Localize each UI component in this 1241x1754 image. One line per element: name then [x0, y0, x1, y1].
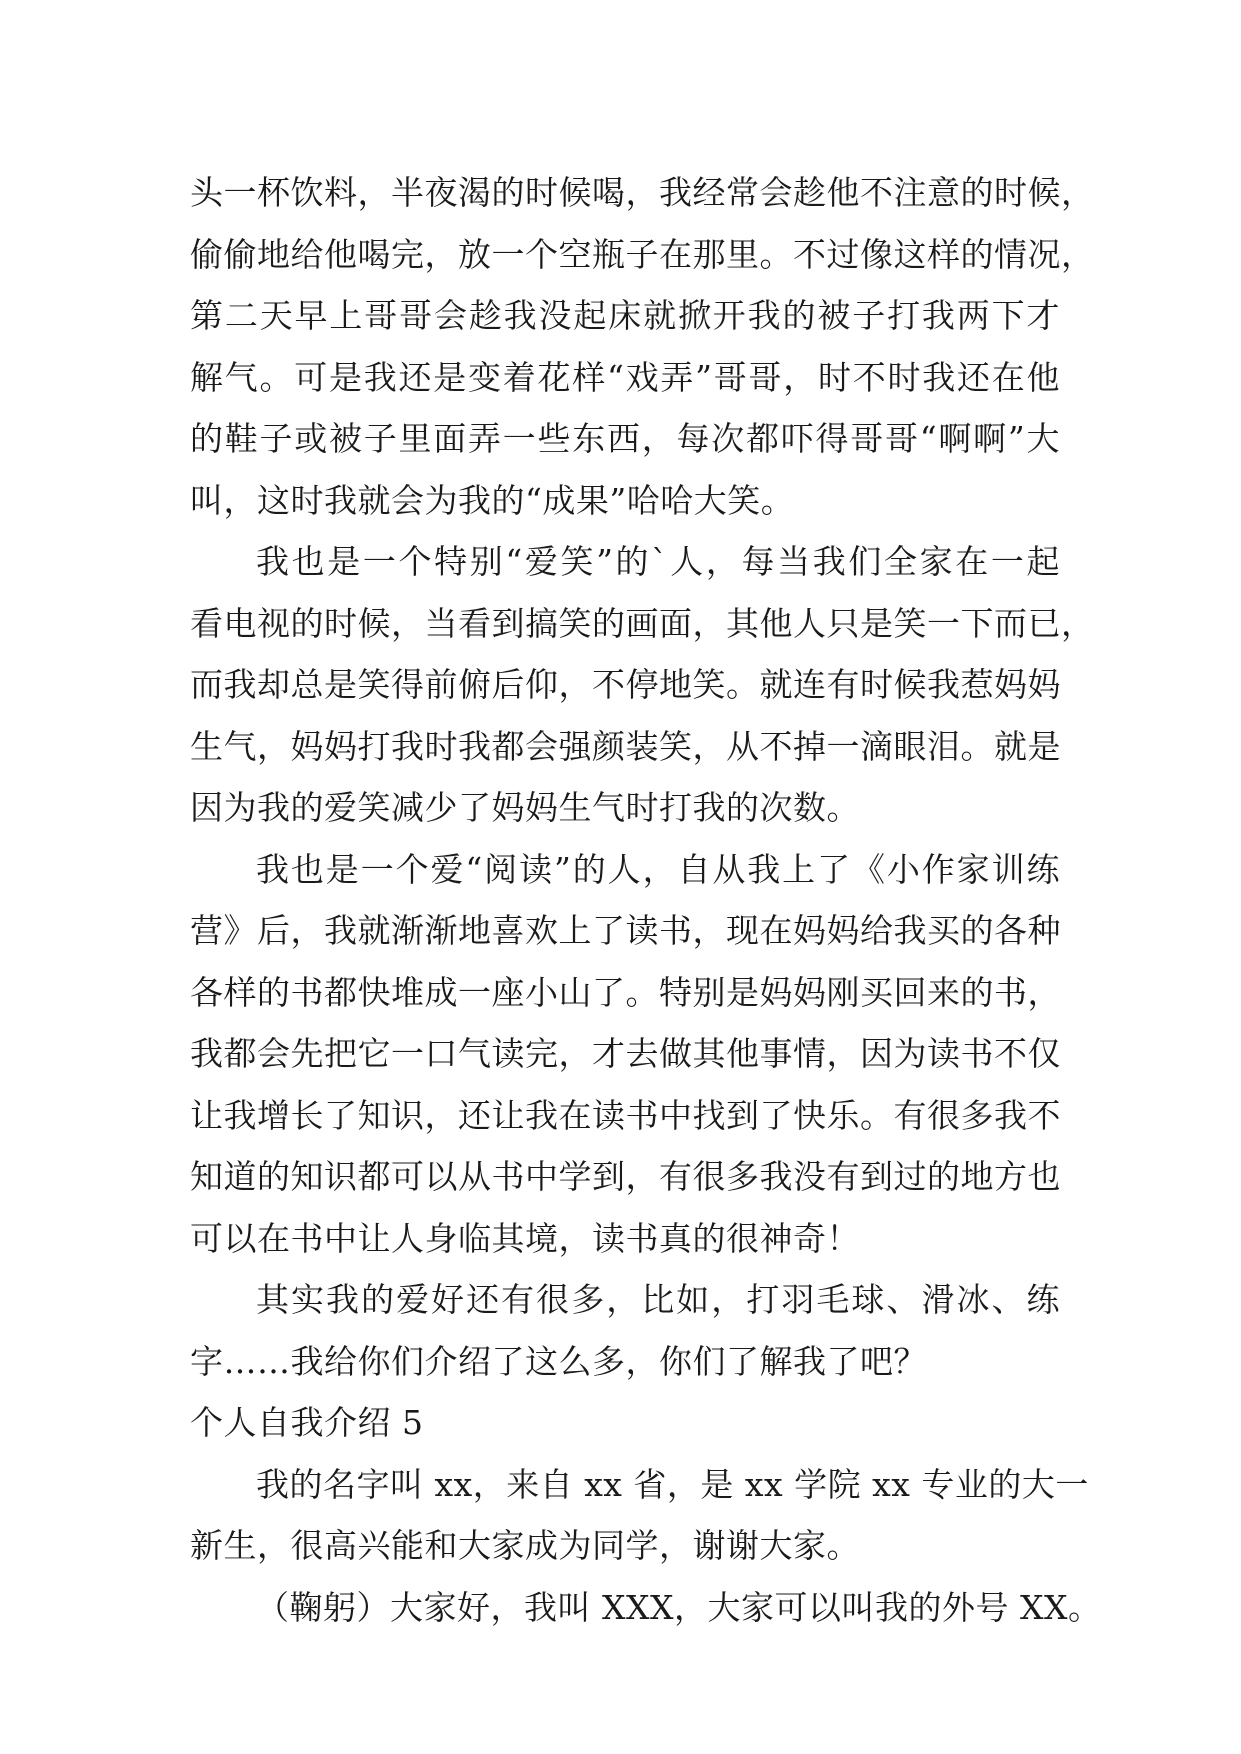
text-line: 我也是一个特别“爱笑”的`人，每当我们全家在一起 [256, 542, 1060, 581]
text-line: 新生，很高兴能和大家成为同学，谢谢大家。 [190, 1526, 860, 1565]
text-line: 因为我的爱笑减少了妈妈生气时打我的次数。 [190, 788, 860, 827]
text-line: 叫，这时我就会为我的“成果”哈哈大笑。 [190, 480, 795, 520]
text-line: 偷偷地给他喝完，放一个空瓶子在那里。不过像这样的情况， [190, 234, 1095, 274]
text-line: 而我却总是笑得前俯后仰，不停地笑。就连有时候我惹妈妈 [190, 665, 1061, 704]
text-line: 我也是一个爱“阅读”的人，自从我上了《小作家训练 [256, 849, 1060, 889]
text-line: （鞠躬）大家好，我叫 XXX，大家可以叫我的外号 XX。 [256, 1587, 1102, 1627]
text-line: 生气，妈妈打我时我都会强颜装笑，从不掉一滴眼泪。就是 [190, 726, 1061, 766]
text-line: 知道的知识都可以从书中学到，有很多我没有到过的地方也 [190, 1157, 1061, 1196]
text-line: 其实我的爱好还有很多，比如，打羽毛球、滑冰、练 [256, 1280, 1060, 1319]
text-line: 的鞋子或被子里面弄一些东西，每次都吓得哥哥“啊啊”大 [190, 419, 1060, 458]
text-line: 字……我给你们介绍了这么多，你们了解我了吧？ [190, 1341, 927, 1381]
text-line: 第二天早上哥哥会趁我没起床就掀开我的被子打我两下才 [190, 296, 1060, 335]
section-heading: 个人自我介绍 5 [190, 1403, 424, 1442]
text-line: 看电视的时候，当看到搞笑的画面，其他人只是笑一下而已， [190, 603, 1095, 643]
text-line: 头一杯饮料，半夜渴的时候喝，我经常会趁他不注意的时候， [190, 173, 1095, 212]
text-line: 解气。可是我还是变着花样“戏弄”哥哥，时不时我还在他 [190, 357, 1060, 397]
text-line: 可以在书中让人身临其境，读书真的很神奇！ [190, 1218, 860, 1258]
text-line: 我都会先把它一口气读完，才去做其他事情，因为读书不仅 [190, 1034, 1061, 1073]
text-line: 让我增长了知识，还让我在读书中找到了快乐。有很多我不 [190, 1095, 1061, 1135]
text-line: 各样的书都快堆成一座小山了。特别是妈妈刚买回来的书， [190, 972, 1061, 1012]
text-line: 我的名字叫 xx，来自 xx 省，是 xx 学院 xx 专业的大一 [256, 1464, 1089, 1504]
text-line: 营》后，我就渐渐地喜欢上了读书，现在妈妈给我买的各种 [190, 911, 1061, 950]
document-body [190, 162, 1102, 1638]
